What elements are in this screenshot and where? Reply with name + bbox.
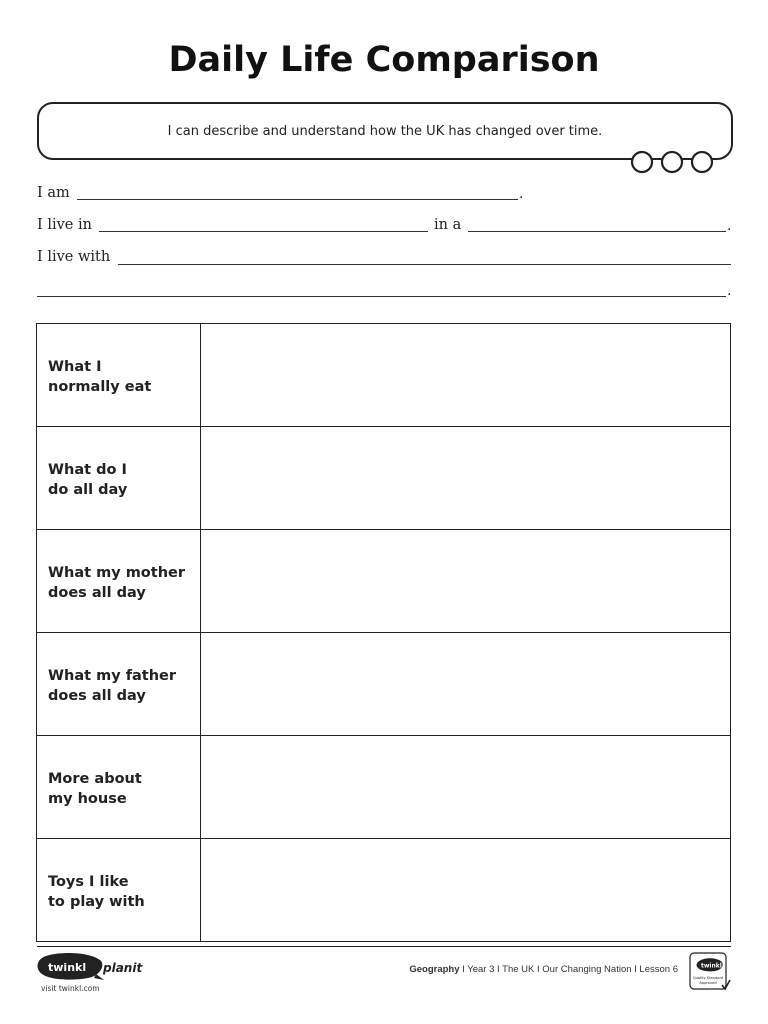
row-label: What I normally eat: [48, 359, 152, 395]
logo-text: twinkl: [48, 961, 87, 974]
row-label-cell: [37, 736, 201, 838]
twinkl-logo-icon: [36, 952, 106, 982]
row-label-cell: [37, 324, 201, 426]
table-row: [37, 736, 730, 839]
i-live-with-continuation-line[interactable]: [37, 296, 726, 297]
lesson-info: [409, 964, 678, 975]
row-label: What do I do all day: [48, 462, 128, 498]
learning-objective-text: I can describe and understand how the UK has changed over time.: [167, 124, 603, 139]
table-row: [37, 324, 730, 427]
i-live-with-label: I live with: [37, 249, 111, 265]
answer-cell[interactable]: [202, 324, 730, 426]
continuation-end-dot: .: [727, 283, 732, 299]
page-title: Daily Life Comparison: [168, 40, 600, 80]
badge-caption-1: Quality Standard: [692, 976, 724, 980]
row-label: What my father does all day: [48, 668, 177, 704]
row-label: Toys I like to play with: [48, 874, 145, 910]
i-live-with-answer-line[interactable]: [118, 264, 731, 265]
i-live-in-answer-line[interactable]: [99, 231, 428, 232]
thought-bubble-circles-icon: [630, 150, 714, 174]
table-row: [37, 530, 730, 633]
row-label-cell: [37, 839, 201, 941]
badge-brand: twinkl: [701, 962, 722, 970]
row-label-cell: [37, 427, 201, 529]
in-a-label: in a: [434, 217, 462, 233]
lesson-meta: I Year 3 I The UK I Our Changing Nation I Lesson 6: [459, 964, 678, 975]
table-row: [37, 633, 730, 736]
visit-link[interactable]: visit twinkl.com: [41, 984, 100, 993]
in-a-end-dot: .: [727, 218, 732, 234]
table-row: [37, 839, 730, 941]
row-label: What my mother does all day: [48, 565, 185, 601]
answer-cell[interactable]: [202, 839, 730, 941]
comparison-table: [36, 323, 731, 942]
i-am-end-dot: .: [519, 186, 524, 202]
quality-standard-badge-icon: [689, 952, 731, 992]
i-am-label: I am: [37, 185, 70, 201]
i-live-in-label: I live in: [37, 217, 92, 233]
answer-cell[interactable]: [202, 427, 730, 529]
in-a-answer-line[interactable]: [468, 231, 726, 232]
footer-divider: [37, 946, 731, 947]
i-am-answer-line[interactable]: [77, 199, 518, 200]
badge-caption-2: Approved: [699, 981, 717, 985]
planit-label: planit: [103, 961, 143, 975]
answer-cell[interactable]: [202, 530, 730, 632]
learning-objective-box: [37, 102, 733, 160]
subject-label: Geography: [409, 964, 460, 975]
answer-cell[interactable]: [202, 736, 730, 838]
row-label-cell: [37, 633, 201, 735]
table-row: [37, 427, 730, 530]
answer-cell[interactable]: [202, 633, 730, 735]
row-label: More about my house: [48, 771, 142, 807]
row-label-cell: [37, 530, 201, 632]
